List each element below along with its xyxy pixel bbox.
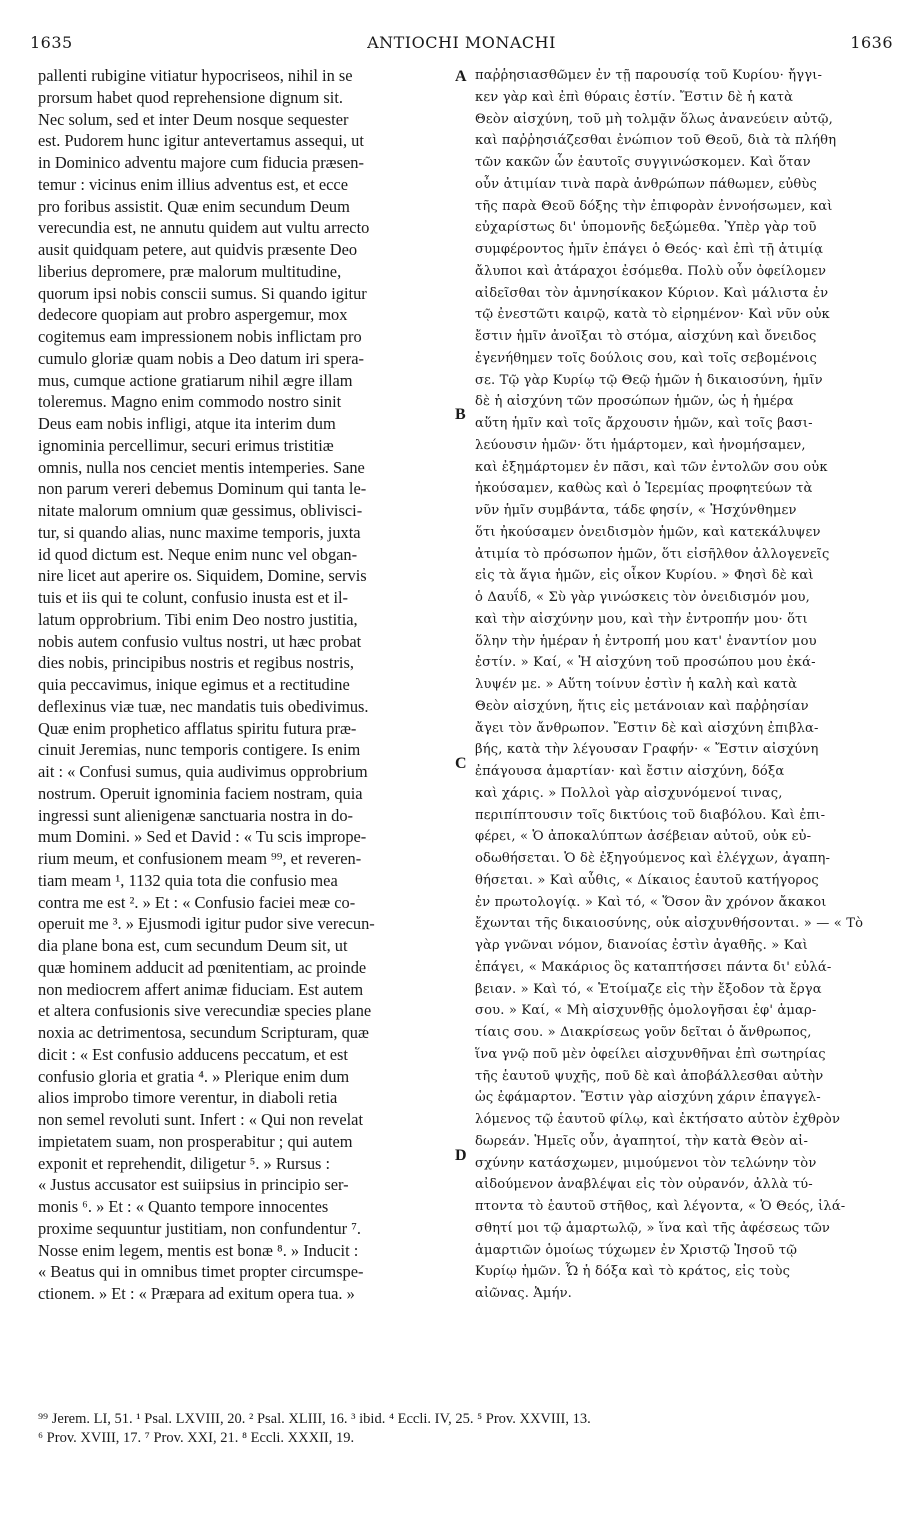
- latin-text-line: liberius depromere, præ malorum multitudine,: [38, 261, 342, 281]
- greek-text-line: τῆς ἑαυτοῦ ψυχῆς, ποῦ δὲ καὶ ἀποβάλλεσθαι αὐτὴν: [475, 1068, 824, 1084]
- greek-text-line: τῆς παρὰ Θεοῦ δόξης τὴν ἐπιφορὰν ἐννοήσωμεν, καὶ: [475, 198, 833, 214]
- greek-text-line: ἔστιν ἡμῖν ἀνοῖξαι τὸ στόμα, αἰσχύνη καὶ ὄνειδος: [475, 329, 817, 344]
- greek-text-line: περιπίπτουσιν τοῖς δικτύοις τοῦ διαβόλου. Καὶ ἐπι-: [475, 807, 826, 823]
- greek-text-line: ἐπάγουσα ἁμαρτίαν· καὶ ἔστιν αἰσχύνη, δόξα: [475, 764, 785, 779]
- greek-text-line: βειαν. » Καὶ τό, « Ἑτοίμαζε εἰς τὴν ἔξοδον τὰ ἔργα: [475, 981, 822, 997]
- latin-text-line: rium meum, et confusionem meam ⁹⁹, et reveren-: [38, 849, 362, 868]
- latin-text-line: nire licet aut aperire os. Siquidem, Domine, servis: [38, 566, 367, 586]
- left-page-number: 1635: [30, 33, 73, 52]
- latin-text-line: noxia ac detrimentosa, secundum Scripturam, quæ: [38, 1023, 369, 1042]
- latin-text-line: ausit quidquam petere, aut quidvis præsente Deo: [38, 240, 358, 259]
- greek-column: [475, 65, 890, 1305]
- greek-text-line: ὅλην τὴν ἡμέραν ἡ ἐντροπή μου κατ' ἐναντίον μου: [475, 633, 817, 649]
- latin-text-line: exponit et reprehendit, diligetur ⁵. » Rursus :: [38, 1153, 331, 1173]
- latin-text-line: tuis et iis qui te colunt, confusio inusta est et il-: [38, 588, 349, 607]
- latin-text-line: « Beatus qui in omnibus timet propter circumspe-: [38, 1262, 364, 1282]
- greek-text-line: καὶ ἐξημάρτομεν ἐν πᾶσι, καὶ τῶν ἐντολῶν σου οὐκ: [475, 459, 828, 475]
- latin-text-line: non parum vereri debemus Dominum qui tanta le-: [38, 479, 367, 499]
- latin-text-line: pallenti rubigine vitiatur hypocriseos, nihil in se: [38, 66, 353, 85]
- latin-text-line: non semel revoluti sunt. Infert : « Qui non revelat: [38, 1110, 364, 1129]
- latin-text-line: tur, si quando alias, nunc maxime temporis, juxta: [38, 522, 361, 542]
- greek-text-line: καὶ παῤῥησιάζεσθαι ἐνώπιον τοῦ Θεοῦ, διὰ τὰ πλήθη: [475, 133, 837, 149]
- greek-text-line: φέρει, « Ὁ ἀποκαλύπτων ἀσέβειαν αὐτοῦ, οὐκ εὐ-: [475, 829, 812, 845]
- greek-text-line: ἵνα γνῷ ποῦ μὲν ὀφείλει αἰσχυνθῆναι ἐπὶ σωτηρίας: [475, 1046, 826, 1062]
- right-page-number: 1636: [850, 33, 893, 52]
- latin-text-line: ignominia percellimur, securi erimus tristitiæ: [38, 435, 334, 455]
- latin-text-line: operuit me ³. » Ejusmodi igitur pudor sive verecun-: [38, 914, 375, 934]
- latin-text-line: verecundia est, ne annutu quidem aut vultu arrecto: [38, 218, 370, 238]
- greek-text-line: θήσεται. » Καὶ αὖθις, « Δίκαιος ἑαυτοῦ κατήγορος: [475, 872, 819, 888]
- latin-text-line: ctionem. » Et : « Præpara ad exitum opera tua. »: [38, 1284, 355, 1303]
- latin-text-line: Nec solum, sed et inter Deum nosque sequester: [38, 109, 349, 129]
- greek-text-line: σθητί μοι τῷ ἁμαρτωλῷ, » ἵνα καὶ τῆς ἀφέσεως τῶν: [475, 1220, 831, 1236]
- latin-text-line: id quod dictum est. Neque enim nunc vel obgan-: [38, 544, 358, 564]
- greek-text-line: εὐχαρίστως δι' ὑπομονῆς δεξώμεθα. Ὑπὲρ γὰρ τοῦ: [475, 220, 817, 236]
- latin-text-line: omnis, nulla nos cenciet mentis intemperies. Sane: [38, 457, 365, 477]
- margin-marker-d: D: [455, 1147, 467, 1164]
- latin-text-line: pro foribus assistit. Quæ enim secundum Deum: [38, 196, 350, 216]
- latin-text-line: et altera confusionis sive verecundiæ species plane: [38, 1001, 372, 1021]
- latin-text-line: tiam meam ¹, 1132 quia tota die confusio mea: [38, 870, 338, 890]
- greek-text-line: ἁμαρτιῶν ὁμοίως τύχωμεν ἐν Χριστῷ Ἰησοῦ τῷ: [475, 1242, 798, 1258]
- latin-text-line: cogitemus eam impressionem nobis inflictam pro: [38, 327, 362, 346]
- page-title: ANTIOCHI MONACHI: [367, 33, 556, 52]
- greek-text-line: ὡς ἐφάμαρτον. Ἔστιν γὰρ αἰσχύνη χάριν ἐπαγγελ-: [475, 1090, 821, 1106]
- latin-text-line: est. Pudorem hunc igitur antevertamus assequi, ut: [38, 131, 364, 151]
- latin-text-line: « Justus accusator est suiipsius in principio ser-: [38, 1175, 349, 1195]
- greek-text-line: Θεὸν αἰσχύνη, ἥτις εἰς μετάνοιαν καὶ παῤῥησίαν: [475, 698, 809, 714]
- greek-text-line: λεύουσιν ἡμῶν· ὅτι ἡμάρτομεν, καὶ ἠνομήσαμεν,: [475, 437, 806, 453]
- latin-text-line: ait : « Confusi sumus, quia audivimus opprobrium: [38, 762, 368, 781]
- latin-text-line: nostrum. Operuit ignominia faciem nostram, quia: [38, 783, 363, 803]
- greek-text-line: αἰδεῖσθαι τὸν ἀμνησίκακον Κύριον. Καὶ μάλιστα ἐν: [475, 285, 829, 301]
- greek-text-line: ἄλυποι καὶ ἀτάραχοι ἐσόμεθα. Πολὺ οὖν ὀφείλομεν: [475, 263, 827, 279]
- latin-text-line: dicit : « Est confusio adducens peccatum, et est: [38, 1044, 348, 1064]
- greek-text-line: καὶ χάρις. » Πολλοὶ γὰρ αἰσχυνόμενοί τινας,: [475, 785, 783, 801]
- greek-text-line: δωρεάν. Ἡμεῖς οὖν, ἀγαπητοί, τὴν κατὰ Θεὸν αἰ-: [475, 1133, 809, 1149]
- greek-text-line: λυψέν με. » Αὕτη τοίνυν ἐστὶν ἡ καλὴ καὶ κατὰ: [475, 677, 798, 692]
- footnotes: [38, 1410, 898, 1448]
- greek-text-line: ὁ Δαυΐδ, « Σὺ γὰρ γινώσκεις τὸν ὀνειδισμόν μου,: [475, 590, 810, 605]
- greek-text-line: ἐστίν. » Καί, « Ἡ αἰσχύνη τοῦ προσώπου μου ἐκά-: [475, 655, 816, 671]
- greek-text-line: σχύνην κατάσχωμεν, μιμούμενοι τὸν τελώνην τὸν: [475, 1155, 817, 1171]
- latin-text-line: Quæ enim prophetico afflatus spiritu futura præ-: [38, 718, 357, 738]
- greek-text-line: δὲ ἡ αἰσχύνη τῶν προσώπων ἡμῶν, ὡς ἡ ἡμέρα: [475, 394, 794, 410]
- latin-text-line: nitate malorum omnium quæ gessimus, oblivisci-: [38, 501, 363, 520]
- latin-text-line: temur : vicinus enim illius adventus est, et ecce: [38, 174, 348, 194]
- latin-text-line: mus, cumque actione gratiarum nihil ægre illam: [38, 370, 353, 390]
- greek-text-line: εἰς τὰ ἅγια ἡμῶν, εἰς οἶκον Κυρίου. » Φησὶ δὲ καὶ: [475, 568, 814, 584]
- latin-text-line: monis ⁶. » Et : « Quanto tempore innocentes: [38, 1197, 329, 1216]
- greek-text-line: ἄγει τὸν ἄνθρωπον. Ἔστιν δὲ καὶ αἰσχύνη ἐπιβλα-: [475, 720, 819, 736]
- latin-text-line: impietatem suam, non prosperabitur ; qui autem: [38, 1131, 353, 1151]
- margin-marker-b: B: [455, 406, 466, 423]
- greek-text-line: παῤῥησιασθῶμεν ἐν τῇ παρουσίᾳ τοῦ Κυρίου· ἤγγι-: [475, 68, 823, 83]
- greek-text-line: τίαις σου. » Διακρίσεως γοῦν δεῖται ὁ ἄνθρωπος,: [475, 1025, 812, 1040]
- latin-text-line: in Dominico adventu majore cum fiducia præsen-: [38, 153, 364, 172]
- greek-text-line: αἰῶνας. Ἀμήν.: [475, 1286, 572, 1301]
- greek-text-line: ἐν πρωτολογίᾳ. » Καὶ τό, « Ὅσον ἂν χρόνον ἄκακοι: [475, 894, 827, 910]
- latin-text-line: latum opprobrium. Tibi enim Deo nostro justitia,: [38, 609, 358, 629]
- margin-marker-c: C: [455, 755, 467, 772]
- greek-text-line: οὖν ἀτιμίαν τινὰ παρὰ ἀνθρώπων πάθωμεν, εὐθὺς: [475, 176, 818, 192]
- latin-text-line: dia plane bona est, cum secundum Deum sit, ut: [38, 936, 348, 955]
- greek-text-line: Θεὸν αἰσχύνη, τοῦ μὴ τολμᾷν ὅλως ἀνανεύειν αὐτῷ,: [475, 111, 833, 127]
- greek-text-line: οδωθήσεται. Ὁ δὲ ἐξηγούμενος καὶ ἐλέγχων, ἀγαπη-: [475, 851, 831, 866]
- greek-text-line: τῶν κακῶν ὧν ἑαυτοῖς συγγινώσκομεν. Καὶ ὅταν: [475, 155, 811, 170]
- greek-text-line: λόμενος τῷ ἑαυτοῦ φίλῳ, καὶ ἐκτήσατο αὐτὸν ἐχθρὸν: [475, 1112, 841, 1127]
- latin-text-line: cumulo gloriæ quam nobis a Deo datum iri spera-: [38, 348, 364, 368]
- page-header: [0, 33, 923, 57]
- latin-text-line: nobis autem confusio vultus nostri, ut hæc probat: [38, 631, 362, 651]
- greek-text-line: ἐπάγει, « Μακάριος ὃς καταπτήσσει πάντα δι' εὐλά-: [475, 959, 832, 975]
- greek-text-line: αὕτη ἡμῖν καὶ τοῖς ἄρχουσιν ἡμῶν, καὶ τοῖς βασι-: [475, 416, 813, 431]
- greek-text-line: γὰρ γνῶναι νόμον, διανοίας ἐστὶν ἀγαθῆς. » Καὶ: [475, 938, 808, 953]
- greek-text-line: νῦν ἡμῖν συμβάντα, τάδε φησίν, « Ἠσχύνθημεν: [475, 503, 797, 518]
- latin-text-line: mum Domini. » Sed et David : « Tu scis impropе-: [38, 827, 367, 847]
- latin-text-line: cinuit Jeremias, nunc temporis contigere. Is enim: [38, 740, 361, 760]
- greek-text-line: ἠκούσαμεν, καθὼς καὶ ὁ Ἱερεμίας προφητεύων τὰ: [475, 481, 813, 497]
- greek-text-line: ἐγενήθημεν τοῖς δούλοις σου, καὶ τοῖς σεβομένοις: [475, 350, 818, 366]
- greek-text-line: σε. Τῷ γὰρ Κυρίῳ τῷ Θεῷ ἡμῶν ἡ δικαιοσύνη, ἡμῖν: [475, 372, 823, 388]
- footnote-line: ⁶ Prov. XVIII, 17. ⁷ Prov. XXI, 21. ⁸ Eccli. XXXII, 19.: [38, 1430, 355, 1446]
- greek-text-line: Κυρίῳ ἡμῶν. Ὧ ἡ δόξα καὶ τὸ κράτος, εἰς τοὺς: [475, 1264, 791, 1280]
- latin-text-line: dies nobis, principibus nostris et regibus nostris,: [38, 653, 354, 673]
- greek-text-line: πτοντα τὸ ἑαυτοῦ στῆθος, καὶ λέγοντα, « Ὁ Θεός, ἱλά-: [475, 1199, 846, 1214]
- latin-text-line: dedecore quopiam aut probro aspergemur, mox: [38, 305, 348, 325]
- greek-text-line: κεν γὰρ καὶ ἐπὶ θύραις ἐστίν. Ἔστιν δὲ ἡ κατὰ: [475, 89, 794, 105]
- latin-text-line: quæ hominem adducit ad pœnitentiam, ac proinde: [38, 957, 367, 977]
- latin-text-line: confusio gloria et gratia ⁴. » Plerique enim dum: [38, 1066, 350, 1086]
- latin-text-line: Nosse enim legem, mentis est bonæ ⁸. » Inducit :: [38, 1240, 359, 1260]
- greek-text-line: ἔχωνται τῆς δικαιοσύνης, οὐκ αἰσχυνθήσονται. » — « Τὸ: [475, 916, 864, 932]
- greek-text-line: ἀτιμία τὸ πρόσωπον ἡμῶν, ὅτι εἰσῆλθον ἀλλογενεῖς: [475, 546, 830, 562]
- latin-text-line: non mediocrem affert animæ fiduciam. Est autem: [38, 979, 364, 999]
- latin-text-line: proxime sequuntur justitiam, non confundentur ⁷.: [38, 1218, 362, 1238]
- latin-column: [38, 65, 450, 1305]
- margin-marker-a: A: [455, 68, 467, 85]
- greek-text-line: ὅτι ἠκούσαμεν ὀνειδισμὸν ἡμῶν, καὶ κατεκάλυψεν: [475, 524, 821, 540]
- greek-text-line: αἰδούμενον ἀναβλέψαι εἰς τὸν οὐρανόν, ἀλλὰ τύ-: [475, 1177, 813, 1193]
- latin-text-line: contra me est ². » Et : « Confusio faciei meæ co-: [38, 892, 356, 912]
- latin-text-line: alios improbo timore verentur, in diaboli retia: [38, 1088, 338, 1108]
- greek-text-line: σου. » Καί, « Μὴ αἰσχυνθῇς ὁμολογῆσαι ἐφ' ἁμαρ-: [475, 1003, 817, 1019]
- latin-text-line: quorum ipsi nobis conscii sumus. Si quando igitur: [38, 283, 367, 303]
- footnote-line: ⁹⁹ Jerem. LI, 51. ¹ Psal. LXVIII, 20. ² Psal. XLIII, 16. ³ ibid. ⁴ Eccli. IV, 25. ⁵ Prov. XXVIII, 13.: [38, 1411, 591, 1427]
- greek-text-line: συμφέροντος ἡμῖν ἐπάγει ὁ Θεός· καὶ ἐπὶ τῇ ἀτιμίᾳ: [475, 242, 824, 257]
- latin-text-line: ingressi sunt alienigenæ sanctuaria nostra in do-: [38, 805, 353, 825]
- greek-text-line: τῷ ἐνεστῶτι καιρῷ, κατὰ τὸ εἰρημένον· Καὶ νῦν οὐκ: [475, 307, 830, 323]
- greek-text-line: καὶ τὴν αἰσχύνην μου, καὶ τὴν ἐντροπήν μου· ὅτι: [475, 611, 808, 627]
- latin-text-line: prorsum habet quod reprehensione dignum sit.: [38, 87, 343, 107]
- greek-text-line: βής, κατὰ τὴν λέγουσαν Γραφήν· « Ἔστιν αἰσχύνη: [475, 742, 819, 758]
- latin-text-line: deflexinus viæ tuæ, nec mandatis tuis obedivimus.: [38, 696, 369, 716]
- latin-text-line: quia peccavimus, inique egimus et a rectitudine: [38, 675, 350, 694]
- latin-text-line: toleremus. Magno enim commodo nostro sinit: [38, 392, 342, 412]
- latin-text-line: Deus eam nobis infligi, atque ita interim dum: [38, 414, 336, 433]
